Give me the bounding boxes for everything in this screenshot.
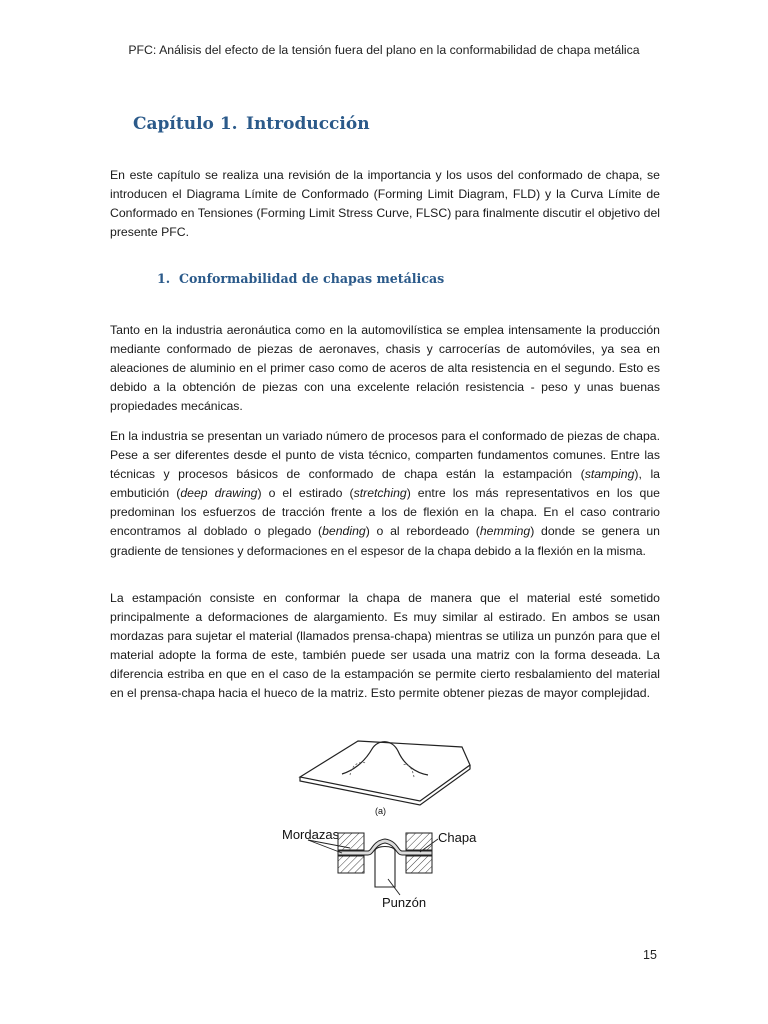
paragraph-1: Tanto en la industria aeronáutica como en la automovilística se emplea intensamente la producción mediante conformado de piezas de aeronaves, chasis y carrocerías de automóviles, ya sea en aleaciones de aluminio en el primer caso como de aceros de alta resistencia en el segundo. Esto es debido a la obtención de piezas con una excelente relación resistencia - peso y unas buenas propiedades mecánicas. bbox=[110, 323, 660, 414]
running-header: PFC: Análisis del efecto de la tensión fuera del plano en la conformabilidad de chapa metálica bbox=[128, 43, 640, 57]
label-chapa: Chapa bbox=[438, 830, 477, 845]
label-punzon: Punzón bbox=[382, 895, 427, 910]
chapter-number: Capítulo 1. bbox=[133, 114, 238, 134]
term-stamping: stamping bbox=[584, 467, 635, 482]
paragraph-2-text: ), la embutición ( bbox=[110, 467, 660, 501]
page-number: 15 bbox=[643, 948, 657, 962]
paragraph-2-text: ) o al rebordeado ( bbox=[365, 524, 480, 539]
chapter-title: Introducción bbox=[246, 114, 370, 134]
intro-paragraph: En este capítulo se realiza una revisión de la importancia y los usos del conformado de chapa, se introducen el Diagrama Límite de Conformado (Forming Limit Diagram, FLD) y la Curva Límite de Conformado en Tensiones (Forming Limit Stress Curve, FLSC) para finalmente discutir el objetivo del presente PFC. bbox=[110, 168, 660, 240]
subfigure-label: (a) bbox=[375, 806, 386, 816]
paragraph-2 bbox=[110, 427, 660, 561]
paragraph-2-text: ) o el estirado ( bbox=[257, 486, 354, 501]
sheet-top-surface bbox=[300, 741, 470, 801]
term-hemming: hemming bbox=[479, 524, 531, 539]
label-mordazas: Mordazas bbox=[282, 827, 340, 842]
punch bbox=[375, 847, 395, 888]
stamping-figure bbox=[280, 735, 490, 910]
section-title: Conformabilidad de chapas metálicas bbox=[179, 271, 445, 286]
section-number: 1. bbox=[157, 271, 171, 286]
chapter-heading bbox=[133, 114, 370, 134]
paragraph-2-text: En la industria se presentan un variado número de procesos para el conformado de piezas de chapa. Pese a ser diferentes desde el punto de vista técnico, comparten fundamentos comunes. Entre las técnicas y procesos básicos de conformado de chapa están la estampación ( bbox=[110, 429, 660, 482]
term-stretching: stretching bbox=[353, 486, 407, 501]
term-bending: bending bbox=[322, 524, 366, 539]
paragraph-2-text: ) donde se genera un gradiente de tensiones y deformaciones en el espesor de la chapa debido a la flexión en la misma. bbox=[110, 524, 660, 558]
section-heading bbox=[157, 271, 444, 286]
paragraph-3: La estampación consiste en conformar la chapa de manera que el material esté sometido principalmente a deformaciones de alargamiento. Es muy similar al estirado. En ambos se usan mordazas para sujetar el material (llamados prensa-chapa) mientras se utiliza un punzón para que el material adopte la forma de este, también puede ser usada una matriz con la forma deseada. La diferencia estriba en que en el caso de la estampación se permite cierto resbalamiento del material en el prensa-chapa hacia el hueco de la matriz. Esto permite obtener piezas de mayor complejidad. bbox=[110, 591, 660, 701]
paragraph-2-text: ) entre los más representativos en los que predominan los esfuerzos de tracción frente a los de flexión en la chapa. En el caso contrario encontramos al doblado o plegado ( bbox=[110, 486, 660, 539]
term-deep-drawing: deep drawing bbox=[180, 486, 258, 501]
